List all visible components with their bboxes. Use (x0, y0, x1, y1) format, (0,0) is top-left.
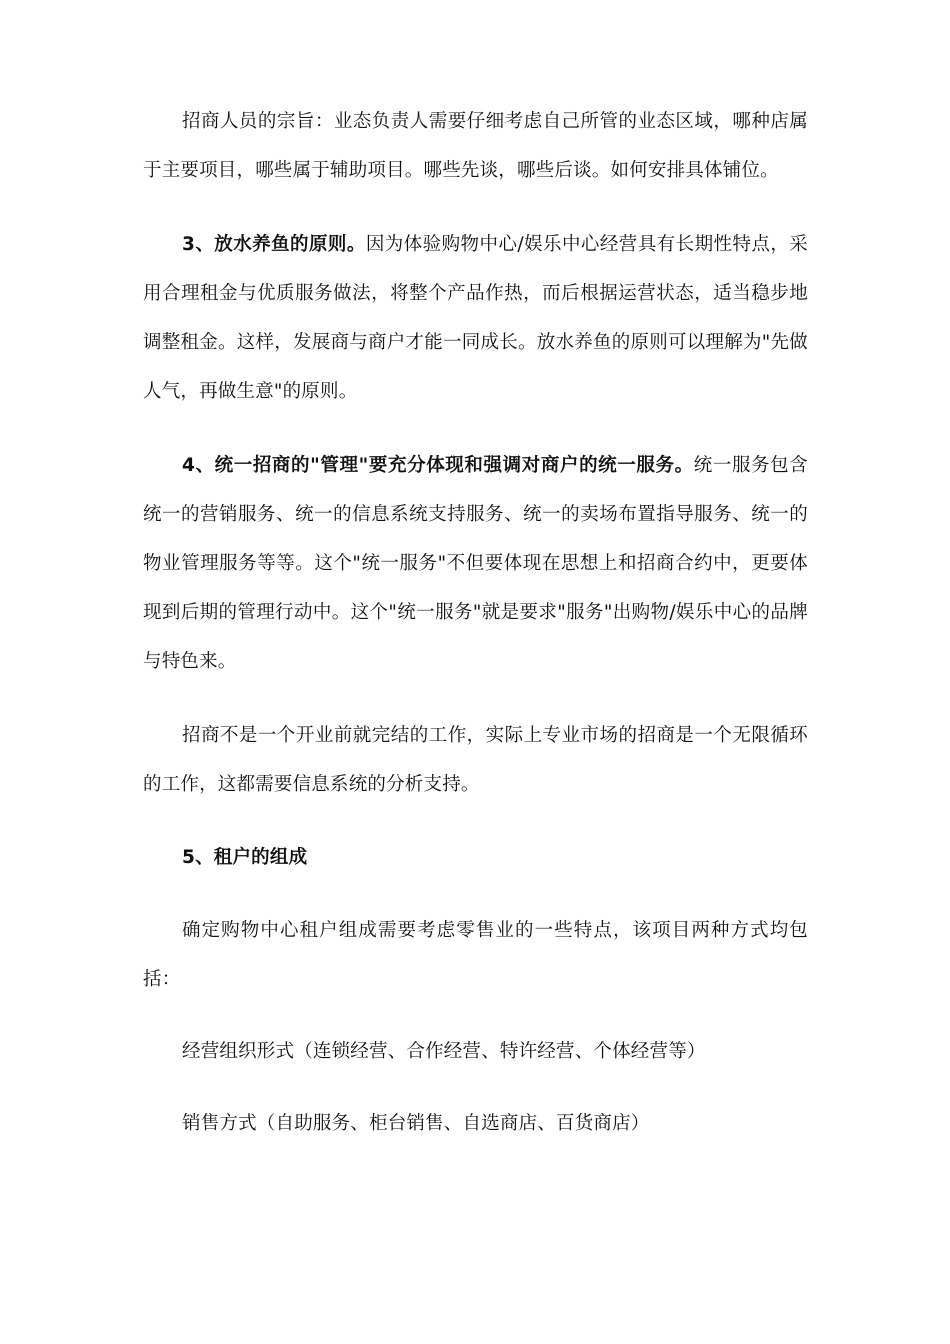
section-heading-5: 5、租户的组成 (182, 847, 308, 868)
paragraph-principle-3 (143, 220, 808, 416)
paragraph-recruitment-cycle (143, 711, 808, 809)
paragraph-text: 因为体验购物中心/娱乐中心经营具有长期性特点，采用合理租金与优质服务做法，将整个产品作热，而后根据运营状态，适当稳步地调整租金。这样，发展商与商户才能一同成长。放水养鱼的原则可以理解为"先做人气，再做生意"的原则。 (143, 234, 808, 402)
list-item-business-organization (143, 1027, 808, 1076)
paragraph-text: 销售方式（自助服务、柜台销售、自选商店、百货商店） (182, 1113, 650, 1134)
paragraph-recruitment-purpose (143, 97, 808, 195)
paragraph-text: 经营组织形式（连锁经营、合作经营、特许经营、个体经营等） (182, 1041, 706, 1062)
section-heading-5-paragraph (143, 833, 808, 882)
paragraph-principle-4 (143, 441, 808, 686)
section-heading-4: 4、统一招商的"管理"要充分体现和强调对商户的统一服务。 (182, 455, 694, 476)
section-heading-3: 3、放水养鱼的原则。 (182, 234, 366, 255)
paragraph-tenant-composition (143, 906, 808, 1004)
paragraph-text: 确定购物中心租户组成需要考虑零售业的一些特点，该项目两种方式均包括： (143, 920, 808, 990)
paragraph-text: 统一服务包含统一的营销服务、统一的信息系统支持服务、统一的卖场布置指导服务、统一的物业管理服务等等。这个"统一服务"不但要体现在思想上和招商合约中，更要体现到后期的管理行动中。这个"统一服务"就是要求"服务"出购物/娱乐中心的品牌与特色来。 (143, 455, 808, 672)
paragraph-text: 招商不是一个开业前就完结的工作，实际上专业市场的招商是一个无限循环的工作，这都需要信息系统的分析支持。 (143, 725, 808, 795)
list-item-sales-method (143, 1099, 808, 1148)
paragraph-text: 招商人员的宗旨：业态负责人需要仔细考虑自己所管的业态区域，哪种店属于主要项目，哪些属于辅助项目。哪些先谈，哪些后谈。如何安排具体铺位。 (143, 111, 808, 181)
